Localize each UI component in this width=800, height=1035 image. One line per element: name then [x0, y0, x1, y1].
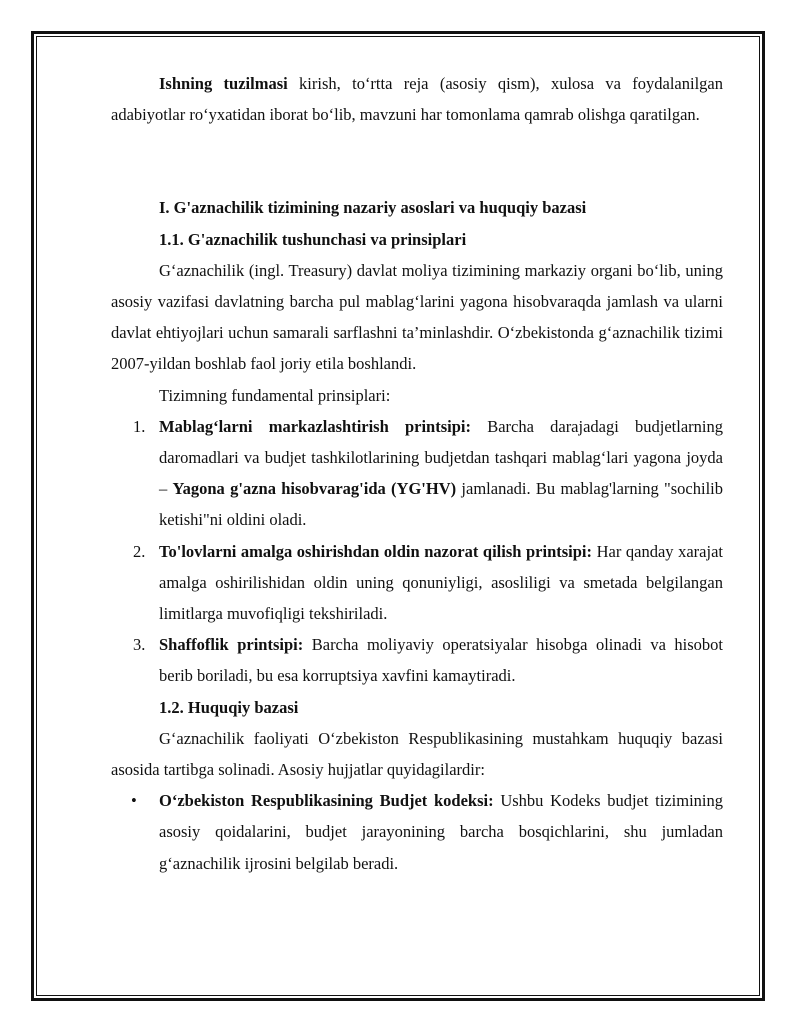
- principle-text: Barcha darajadagi budjetlarning daromadlari va budjet tashkilotlarining budjetdan tashqari mablag‘lari yagona joyda –: [159, 416, 723, 499]
- intro-lead: Ishning tuzilmasi: [159, 74, 288, 93]
- intro-paragraph: [111, 68, 723, 130]
- section-1-paragraph: G‘aznachilik (ingl. Treasury) davlat moliya tizimining markaziy organi bo‘lib, uning asosiy vazifasi davlatning barcha pul mablag‘larini yagona hisobvaraqda jamlash va ularni davlat ehtiyojlari uchun samarali sarflashni ta’minlashdir. O‘zbekistonda g‘aznachilik tizimi 2007-yildan boshlab faol joriy etila boshlandi.: [111, 260, 723, 374]
- section-2-title: 1.2. Huquqiy bazasi: [159, 697, 299, 717]
- principle-title: Shaffoflik printsipi:: [159, 635, 304, 655]
- bullet-icon: •: [131, 791, 137, 811]
- principles-intro: Tizimning fundamental prinsiplari:: [159, 385, 391, 405]
- intro-text: kirish, to‘rtta reja (asosiy qism), xulosa va foydalanilgan adabiyotlar ro‘yxatidan iborat bo‘lib, mavzuni har tomonlama qamrab olishga qaratilgan.: [111, 74, 724, 125]
- principle-text-end: jamlanadi. Bu mablag'larning "sochilib ketishi"ni oldini oladi.: [159, 479, 723, 530]
- principle-title: Mablag‘larni markazlashtirish printsipi:: [159, 416, 471, 436]
- document-title: O‘zbekiston Respublikasining Budjet kodeksi:: [159, 791, 494, 811]
- principle-text: Har qanday xarajat amalga oshirilishidan oldin uning qonuniyligi, asosliligi va smetada belgilangan limitlarga muvofiqligi tekshiriladi.: [159, 541, 723, 624]
- chapter-title: I. G'aznachilik tizimining nazariy asoslari va huquqiy bazasi: [159, 198, 587, 218]
- document-item: [111, 785, 723, 879]
- principle-item: [111, 411, 723, 536]
- section-2-paragraph: G‘aznachilik faoliyati O‘zbekiston Respublikasining mustahkam huquqiy bazasi asosida tartibga solinadi. Asosiy hujjatlar quyidagilardir:: [111, 728, 723, 780]
- list-number: 2.: [133, 541, 146, 561]
- principle-item: [111, 629, 723, 691]
- principle-text: Barcha moliyaviy operatsiyalar hisobga olinadi va hisobot berib boriladi, bu esa korruptsiya xavfini kamaytiradi.: [159, 635, 723, 686]
- principles-list: [111, 411, 723, 692]
- list-number: 3.: [133, 635, 146, 655]
- document-text: Ushbu Kodeks budjet tizimining asosiy qoidalarini, budjet jarayonining barcha bosqichlarini, shu jumladan g‘aznachilik ijrosini belgilab beradi.: [159, 791, 723, 873]
- documents-list: [111, 785, 723, 879]
- list-number: 1.: [133, 416, 146, 436]
- section-spacer: [111, 130, 723, 192]
- principle-title: To'lovlarni amalga oshirishdan oldin nazorat qilish printsipi:: [159, 541, 593, 561]
- principle-item: [111, 536, 723, 630]
- document-body: [111, 68, 723, 879]
- section-1-title: 1.1. G'aznachilik tushunchasi va prinsiplari: [159, 229, 467, 249]
- principle-emphasis: Yagona g'azna hisobvarag'ida (YG'HV): [172, 479, 457, 499]
